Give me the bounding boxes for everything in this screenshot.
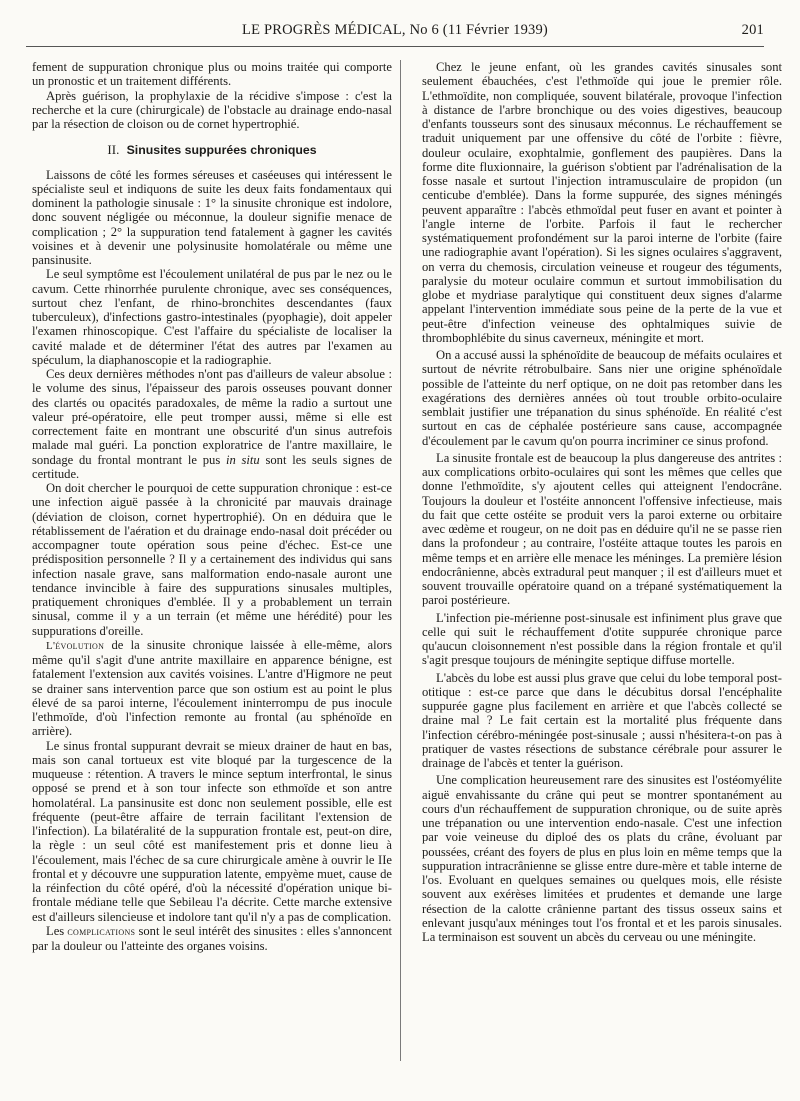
paragraph: Chez le jeune enfant, où les grandes cavités sinusales sont seulement ébauchées, c'est l'ethmoïde qui joue le premier rôle. L'ethmoïdite, non compliquée, souvent bilatérale, provoque l'infection à distance de l'arbre bronchique ou des voies digestives, beaucoup d'enfants tousseurs sont des sinusaux méconnus. Le réchauffement se traduit uniquement par une offensive du côté de l'orbite : fièvre, douleur oculaire, exophtalmie, gonflement des paupières. Dans la forme dite fluxionnaire, la guérison s'obtient par l'adrénalisation de la fosse nasale et surtout l'injection intramusculaire de propidon (un centicube d'emblée). Dans la forme suppurée, des signes méningés peuvent apparaître : l'abcès ethmoïdal peut fuser en avant et pointer à l'angle interne de l'orbite. Parfois il faut le rechercher systématiquement profondément sur la paroi interne de l'orbite (faire une radiographie avant l'opération). Si les signes oculaires s'aggravent, on verra du chemosis, circulation veineuse et rougeur des téguments, paralysie du moteur oculaire commun et surtout immobilisation du globe et mydriase paralytique qui constituent deux signes d'alarme appelant l'intervention immédiate sous peine de la perte de la vue et peut-être d'infection veineuse des ophtalmiques suivie de thrombophlébite du sinus caverneux, méningite et mort. <box>422 60 782 345</box>
small-caps-lead: L'évolution <box>46 639 105 652</box>
section-number: II. <box>107 142 120 158</box>
header-rule <box>26 46 764 47</box>
section-heading <box>32 143 392 157</box>
paragraph: La sinusite frontale est de beaucoup la plus dangereuse des antrites : aux complications orbito-oculaires qui sont les mêmes que celles que donne l'ethmoïdite, s'y ajoutent celles qui atteignent l'endocrâne. Toujours la douleur et l'ostéite annoncent l'offensive infectieuse, mais du fait que cette ostéite se produit vers la paroi externe ou orbitaire avec œdème et rougeur, on ne doit pas en déduire qu'il ne se passe rien dans la profondeur ; au contraire, l'ostéite attaque toutes les parois en même temps et en arrière elle menace les méninges. La première lésion endocrânienne, abcès extradural peut manquer ; il est d'ailleurs muet et souvent trouvaille opératoire quand on a trépané systématiquement la paroi postérieure. <box>422 450 782 608</box>
paragraph: Après guérison, la prophylaxie de la récidive s'impose : c'est la recherche et la cure (chirurgicale) de l'obstacle au drainage endo-nasal par la résection de cloison ou de cornet hypertrophié. <box>32 88 392 131</box>
paragraph: On a accusé aussi la sphénoïdite de beaucoup de méfaits oculaires et surtout de névrite rétrobulbaire. Sans nier une origine sphénoïdale possible de l'atteinte du nerf optique, on ne doit pas retomber dans les exagérations des dernières années où tout trouble orbito-oculaire semblait justifier une trépanation du sinus sphénoïde. En réalité c'est surtout en cas de céphalée postérieure sans cause, accompagnée d'écoulement par le cavum qu'on pourra incriminer ce sinus profond. <box>422 348 782 448</box>
paragraph: L'infection pie-mérienne post-sinusale est infiniment plus grave que celle qui suit le réchauffement d'otite suppurée chronique parce qu'aucun cloisonnement n'est possible dans la région frontale et qu'il s'agit presque toujours de méningite septique diffuse mortelle. <box>422 610 782 668</box>
paragraph-text: sont les seuls signes de certitude. <box>32 452 392 481</box>
left-column <box>32 60 392 953</box>
paragraph: L'abcès du lobe est aussi plus grave que celui du lobe temporal post-otitique : est-ce parce que dans le décubitus dorsal l'encéphalite suppurée gagne plus facilement en arrière et que l'abcès collecté se draine mal ? Le fait certain est la mortalité plus fréquente dans l'infection cérébro-méningée post-sinusale ; aussi n'hésitera-t-on pas à pratiquer de vastes résections de substance cérébrale pour assurer le drainage de l'abcès et tenter la guérison. <box>422 670 782 770</box>
paragraph <box>32 638 392 739</box>
paragraph: Le seul symptôme est l'écoulement unilatéral de pus par le nez ou le cavum. Cette rhinorrhée purulente chronique, avec ses conséquences, surtout chez l'enfant, de rhino-bronchites descendantes (faux tuberculeux), d'infections gastro-intestinales (pyophagie), doit appeler l'examen rhinoscopique. C'est l'affaire du spécialiste de localiser la cavité malade et de déterminer l'état des autres par l'examen au spéculum, la diaphanoscopie et la radiographie. <box>32 267 392 367</box>
paragraph: On doit chercher le pourquoi de cette suppuration chronique : est-ce une infection aiguë passée à la chronicité par mauvais drainage (déviation de cloison, cornet hypertrophié). On en déduira que le rétablissement de l'aération et du drainage endo-nasal doit précéder ou accompagner toute opération sous peine d'échec. Est-ce une prédisposition personnelle ? Il y a certainement des individus qui sans infection nasale grave, sans malformation endo-nasale auront une tendance invincible à faire des suppurations sinusales multiples, pratiquement chroniques d'emblée. Il y a probablement un terrain sinusal, comme il y a un terrain (et même une hérédité) pour les suppurations d'oreille. <box>32 481 392 638</box>
section-title: Sinusites suppurées chroniques <box>126 143 317 158</box>
paragraph-text: de la sinusite chronique laissée à elle-même, alors même qu'il s'agit d'une antrite maxillaire en apparence bénigne, est fatalement l'extension aux cavités voisines. L'antre d'Higmore ne peut se drainer sans intervention parce que son ostium est au point le plus élevé de sa paroi interne, l'écoulement ininterrompu de pus inocule l'ethmoïde, d'où l'infection remonte au frontal (au sphénoïde en arrière). <box>32 637 392 739</box>
paragraph-text: sont le seul intérêt des sinusites : elles s'annoncent par la douleur ou l'atteinte des organes voisins. <box>32 923 392 953</box>
page-number: 201 <box>741 22 764 38</box>
paragraph <box>32 924 392 954</box>
paragraph: fement de suppuration chronique plus ou moins traitée qui comporte un pronostic et un traitement différents. <box>32 60 392 89</box>
right-column <box>422 60 782 944</box>
paragraph: Laissons de côté les formes séreuses et caséeuses qui intéressent le spécialiste seul et indiquons de suite les deux faits fondamentaux qui dominent la pathologie sinusale : 1° la sinusite chronique est indolore, donc souvent négligée ou méconnue, la douleur signifie menace de complication ; 2° la suppuration tend fatalement à gagner les cavités voisines et à devenir une polysinusite homolatérale ou même une pansinusite. <box>32 167 392 267</box>
journal-title: LE PROGRÈS MÉDICAL, No 6 (11 Février 1939) <box>242 22 548 38</box>
paragraph-text: Ces deux dernières méthodes n'ont pas d'ailleurs de valeur absolue : le volume des sinus, l'épaisseur des parois osseuses pouvant donner des clartés ou opacités paradoxales, de même la radio a surtout une valeur pré-opératoire, elle peut tromper aussi, même si elle est correctement faite en montrant une obscurité d'un sinus autrefois malade mal guéri. La ponction exploratrice de l'antre maxillaire, le sondage du frontal montrant le pus <box>32 367 392 467</box>
small-caps-lead: complications <box>67 925 136 938</box>
running-header <box>26 22 764 44</box>
paragraph: Une complication heureusement rare des sinusites est l'ostéomyélite aiguë envahissante du crâne qui peut se montrer spontanément au cours d'un réchauffement de suppuration chronique, ou de suite après une trépanation ou une intervention endo-nasale. C'est une infection par voie veineuse du diploé des os plats du crâne, évoluant par poussées, créant des foyers de plus en plus loin en même temps que la suppuration intracrânienne se glisse entre dure-mère et table interne de l'os. Evoluant en quelques semaines ou quelques mois, elle résiste souvent aux exérèses limitées et prudentes et demande une large résection de la calotte crânienne partant des tissus osseux sains et enlevant jusqu'aux méninges tout l'os frontal et et les parois sinusales. La terminaison est souvent un abcès du cerveau ou une méningite. <box>422 773 782 944</box>
emphasis-in-situ: in situ <box>225 452 260 467</box>
paragraph <box>32 367 392 481</box>
paragraph: Le sinus frontal suppurant devrait se mieux drainer de haut en bas, mais son canal tortueux est vite bloqué par la turgescence de la muqueuse : rétention. A travers le mince septum interfrontal, le sinus opposé se prend et à son tour infecte son ethmoïde et son antre homolatéral. La pansinusite est donc non seulement possible, elle est fréquente (peut-être affaire de terrain facilitant l'extension de l'infection). La bilatéralité de la suppuration frontale est, peut-on dire, la règle : un seul côté est manifestement pris et donne lieu à l'écoulement, mais l'échec de sa cure chirurgicale amène à ouvrir le IIe frontal et y découvre une suppuration latente, empyème muet, cause de la réinfection du côté opéré, d'où la nécessité d'opération unique bi-frontale médiane telle que Sebileau l'a décrite. Cette marche extensive est d'ailleurs silencieuse et indolore tant qu'il n'y a pas de complication. <box>32 738 392 924</box>
column-divider <box>400 60 401 1061</box>
paragraph-text: Les <box>46 923 68 938</box>
